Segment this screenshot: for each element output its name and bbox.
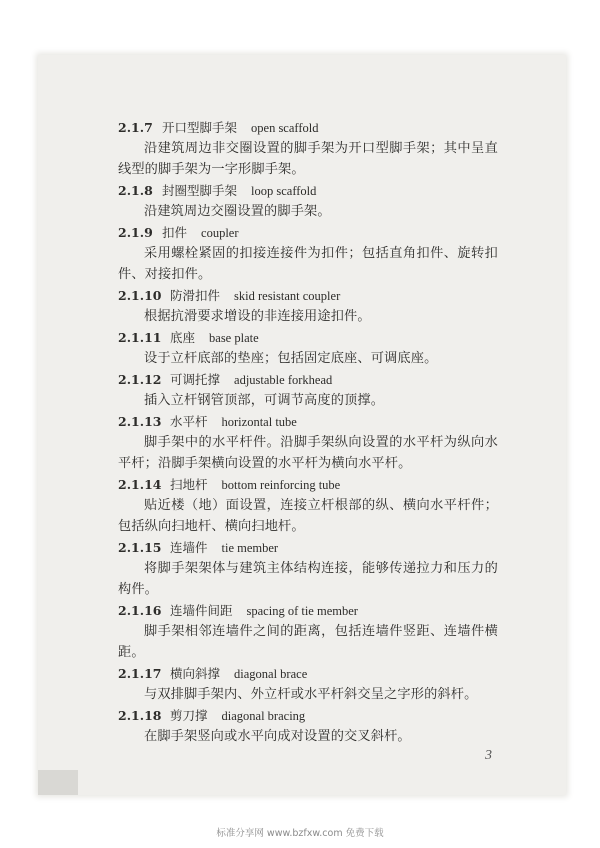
entry-heading bbox=[118, 118, 498, 138]
glossary-entry bbox=[118, 706, 498, 747]
entry-heading bbox=[118, 286, 498, 306]
glossary-entry bbox=[118, 664, 498, 705]
term-chinese: 开口型脚手架 bbox=[162, 120, 238, 135]
term-definition: 根据抗滑要求增设的非连接用途扣件。 bbox=[144, 309, 371, 324]
entry-heading bbox=[118, 664, 498, 684]
term-chinese: 封圈型脚手架 bbox=[162, 183, 238, 198]
glossary-entry bbox=[118, 223, 498, 285]
clause-number: 2.1.8 bbox=[118, 183, 153, 198]
term-chinese: 可调托撑 bbox=[170, 372, 221, 387]
term-chinese: 连墙件间距 bbox=[170, 603, 233, 618]
clause-number: 2.1.17 bbox=[118, 666, 162, 681]
term-chinese: 连墙件 bbox=[170, 540, 208, 555]
glossary-section bbox=[118, 118, 498, 748]
glossary-entry bbox=[118, 601, 498, 663]
term-definition: 脚手架中的水平杆件。沿脚手架纵向设置的水平杆为纵向水平杆；沿脚手架横向设置的水平杆为横向水平杆。 bbox=[118, 435, 498, 471]
term-english: bottom reinforcing tube bbox=[221, 478, 341, 492]
term-chinese: 底座 bbox=[170, 330, 196, 345]
term-english: adjustable forkhead bbox=[234, 373, 333, 387]
term-definition: 将脚手架架体与建筑主体结构连接，能够传递拉力和压力的构件。 bbox=[118, 561, 498, 597]
clause-number: 2.1.16 bbox=[118, 603, 162, 618]
glossary-entry bbox=[118, 475, 498, 537]
entry-heading bbox=[118, 706, 498, 726]
term-definition: 插入立杆钢管顶部，可调节高度的顶撑。 bbox=[144, 393, 385, 408]
clause-number: 2.1.13 bbox=[118, 414, 162, 429]
glossary-entry bbox=[118, 181, 498, 222]
term-definition: 与双排脚手架内、外立杆或水平杆斜交呈之字形的斜杆。 bbox=[144, 687, 478, 702]
glossary-entry bbox=[118, 328, 498, 369]
page-number: 3 bbox=[485, 748, 492, 763]
term-definition: 在脚手架竖向或水平向成对设置的交叉斜杆。 bbox=[144, 729, 411, 744]
entry-heading bbox=[118, 412, 498, 432]
term-english: diagonal bracing bbox=[221, 709, 306, 723]
entry-heading bbox=[118, 475, 498, 495]
glossary-entry bbox=[118, 286, 498, 327]
entry-heading bbox=[118, 328, 498, 348]
glossary-entry bbox=[118, 538, 498, 600]
term-chinese: 剪刀撑 bbox=[170, 708, 208, 723]
entry-heading bbox=[118, 181, 498, 201]
entry-heading bbox=[118, 538, 498, 558]
term-chinese: 水平杆 bbox=[170, 414, 208, 429]
term-definition: 沿建筑周边非交圈设置的脚手架为开口型脚手架；其中呈直线型的脚手架为一字形脚手架。 bbox=[118, 141, 498, 177]
watermark-footer: 标准分享网 www.bzfxw.com 免费下载 bbox=[216, 828, 384, 839]
entry-heading bbox=[118, 370, 498, 390]
term-definition: 采用螺栓紧固的扣接连接件为扣件；包括直角扣件、旋转扣件、对接扣件。 bbox=[118, 246, 498, 282]
term-english: diagonal brace bbox=[234, 667, 308, 681]
clause-number: 2.1.12 bbox=[118, 372, 162, 387]
term-definition: 脚手架相邻连墙件之间的距离，包括连墙件竖距、连墙件横距。 bbox=[118, 624, 498, 660]
glossary-entry bbox=[118, 412, 498, 474]
term-english: base plate bbox=[209, 331, 259, 345]
term-english: horizontal tube bbox=[221, 415, 297, 429]
term-chinese: 扣件 bbox=[162, 225, 188, 240]
term-english: open scaffold bbox=[251, 121, 319, 135]
term-definition: 贴近楼（地）面设置，连接立杆根部的纵、横向水平杆件；包括纵向扫地杆、横向扫地杆。 bbox=[118, 498, 498, 534]
clause-number: 2.1.11 bbox=[118, 330, 162, 345]
glossary-entry bbox=[118, 370, 498, 411]
clause-number: 2.1.15 bbox=[118, 540, 162, 555]
term-chinese: 横向斜撑 bbox=[170, 666, 221, 681]
clause-number: 2.1.18 bbox=[118, 708, 162, 723]
scan-shadow bbox=[38, 770, 78, 795]
term-definition: 沿建筑周边交圈设置的脚手架。 bbox=[144, 204, 331, 219]
clause-number: 2.1.7 bbox=[118, 120, 153, 135]
term-english: spacing of tie member bbox=[246, 604, 358, 618]
clause-number: 2.1.10 bbox=[118, 288, 162, 303]
term-english: tie member bbox=[221, 541, 279, 555]
entry-heading bbox=[118, 223, 498, 243]
clause-number: 2.1.9 bbox=[118, 225, 153, 240]
entry-heading bbox=[118, 601, 498, 621]
term-chinese: 防滑扣件 bbox=[170, 288, 221, 303]
term-english: coupler bbox=[201, 226, 239, 240]
glossary-entry bbox=[118, 118, 498, 180]
term-definition: 设于立杆底部的垫座；包括固定底座、可调底座。 bbox=[144, 351, 438, 366]
term-chinese: 扫地杆 bbox=[170, 477, 208, 492]
term-english: skid resistant coupler bbox=[234, 289, 341, 303]
term-english: loop scaffold bbox=[251, 184, 317, 198]
clause-number: 2.1.14 bbox=[118, 477, 162, 492]
